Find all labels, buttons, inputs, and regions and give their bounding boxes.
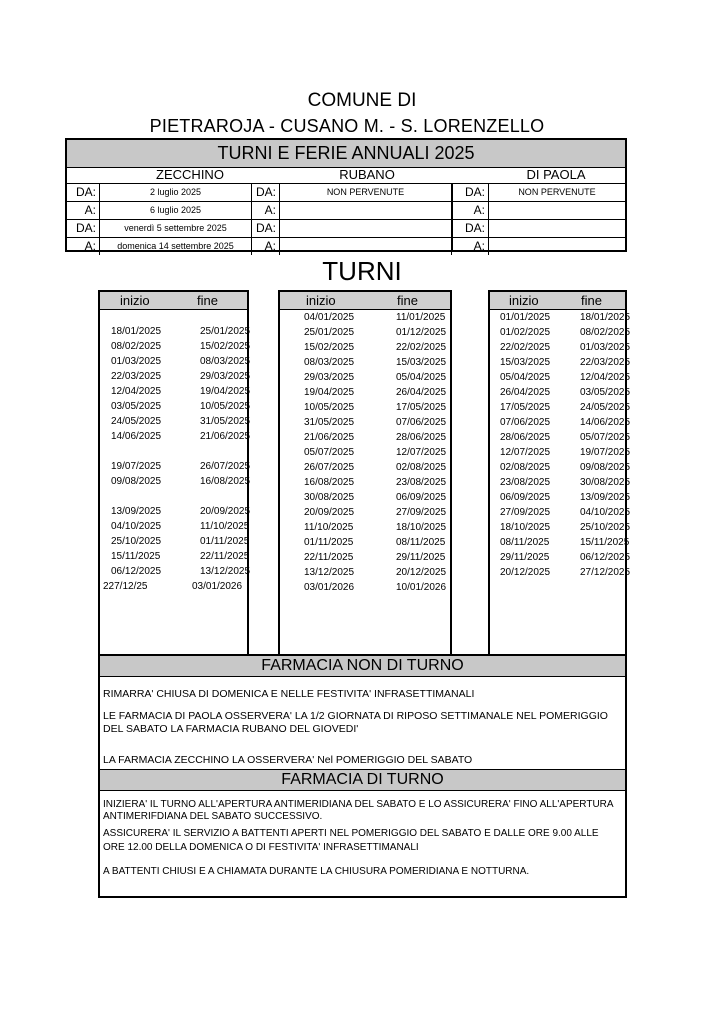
header-inizio: inizio xyxy=(306,293,336,308)
turno-row xyxy=(490,355,631,370)
turno-row xyxy=(108,399,255,414)
turno-start-date: 25/01/2025 xyxy=(304,327,355,338)
turno-start-date: 26/07/2025 xyxy=(304,462,355,473)
turno-start-date: 20/12/2025 xyxy=(500,567,551,578)
turno-start-date: 23/08/2025 xyxy=(500,477,551,488)
turno-row xyxy=(490,400,631,415)
turno-row xyxy=(280,580,450,595)
turno-start-date: 15/11/2025 xyxy=(111,551,161,562)
turni-column-rubano xyxy=(278,290,452,656)
turno-start-date: 27/09/2025 xyxy=(500,507,551,518)
column-gap xyxy=(450,290,490,656)
turno-row xyxy=(280,505,450,520)
turno-row xyxy=(280,490,450,505)
ferie-label: A: xyxy=(252,202,280,219)
turno-end-date: 25/10/2025 xyxy=(580,522,631,533)
turni-column-dipaola xyxy=(488,290,631,656)
turno-start-date: 28/06/2025 xyxy=(500,432,551,443)
turno-start-date: 08/03/2025 xyxy=(304,357,355,368)
ferie-label: DA: xyxy=(454,184,489,201)
turno-end-date: 07/06/2025 xyxy=(396,417,447,428)
info-section xyxy=(98,654,627,898)
turno-end-date: 18/10/2025 xyxy=(396,522,447,533)
turno-start-date: 22/03/2025 xyxy=(111,371,162,382)
turno-end-date: 22/03/2025 xyxy=(580,357,631,368)
turno-start-date: 22/02/2025 xyxy=(500,342,551,353)
turno-end-date: 15/02/2025 xyxy=(200,341,251,352)
turno-end-date: 04/10/2025 xyxy=(580,507,631,518)
turno-row xyxy=(490,415,631,430)
turno-row xyxy=(280,400,450,415)
pharmacy-name-row xyxy=(67,167,625,184)
turno-row xyxy=(280,520,450,535)
turno-row xyxy=(280,310,450,325)
turno-row xyxy=(490,565,631,580)
turno-end-date: 27/09/2025 xyxy=(396,507,447,518)
turno-start-date: 09/08/2025 xyxy=(111,476,162,487)
turno-end-date: 14/06/2025 xyxy=(580,417,631,428)
turno-row xyxy=(280,340,450,355)
turno-end-date: 27/12/2025 xyxy=(580,567,631,578)
ferie-value-zecchino: 6 luglio 2025 xyxy=(100,202,252,219)
turno-start-date: 17/05/2025 xyxy=(500,402,551,413)
turno-row xyxy=(108,519,255,534)
turno-start-date: 18/10/2025 xyxy=(500,522,551,533)
turno-end-date: 28/06/2025 xyxy=(396,432,447,443)
turno-start-date: 02/08/2025 xyxy=(500,462,551,473)
di-turno-title: FARMACIA DI TURNO xyxy=(100,769,625,791)
turno-row xyxy=(108,414,255,429)
turno-row xyxy=(490,580,625,595)
turno-row xyxy=(280,565,450,580)
ferie-value-rubano xyxy=(280,220,452,237)
ferie-label: A: xyxy=(67,202,100,219)
ferie-value-zecchino: domenica 14 settembre 2025 xyxy=(100,238,252,255)
ferie-table xyxy=(65,138,627,252)
turno-end-date: 06/09/2025 xyxy=(396,492,447,503)
turno-row xyxy=(490,325,631,340)
turno-row xyxy=(490,550,631,565)
turno-end-date: 13/09/2025 xyxy=(580,492,631,503)
turno-end-date: 25/01/2025 xyxy=(200,326,251,337)
header-fine: fine xyxy=(581,293,602,308)
turno-end-date: 22/02/2025 xyxy=(396,342,447,353)
turno-row xyxy=(108,534,255,549)
ferie-value-dipaola xyxy=(489,202,625,219)
turno-start-date: 29/03/2025 xyxy=(304,372,355,383)
turno-end-date: 19/04/2025 xyxy=(200,386,251,397)
turno-end-date: 15/03/2025 xyxy=(396,357,447,368)
ferie-label: DA: xyxy=(454,220,489,237)
turno-end-date: 21/06/2025 xyxy=(200,431,251,442)
turno-end-date: 01/12/2025 xyxy=(396,327,447,338)
ferie-value-rubano xyxy=(280,238,452,255)
ferie-label: A: xyxy=(454,238,489,255)
turno-row xyxy=(490,370,631,385)
turno-row xyxy=(108,459,255,474)
ferie-label: DA: xyxy=(252,184,280,201)
turno-end-date: 08/11/2025 xyxy=(396,537,446,548)
turno-row xyxy=(108,549,255,564)
turno-end-date: 11/10/2025 xyxy=(200,521,250,532)
non-turno-text-3: LA FARMACIA ZECCHINO LA OSSERVERA' Nel POMERIGGIO DEL SABATO xyxy=(103,754,473,766)
turno-row xyxy=(490,340,631,355)
ferie-value-dipaola xyxy=(489,220,625,237)
turno-row xyxy=(108,324,255,339)
turno-end-date: 12/04/2025 xyxy=(580,372,631,383)
pharmacy-name-zecchino: ZECCHINO xyxy=(156,167,224,182)
turno-start-date: 21/06/2025 xyxy=(304,432,355,443)
turno-start-date: 14/06/2025 xyxy=(111,431,162,442)
non-turno-text-1: RIMARRA' CHIUSA DI DOMENICA E NELLE FESTIVITA' INFRASETTIMANALI xyxy=(103,688,475,700)
turno-end-date: 23/08/2025 xyxy=(396,477,447,488)
turno-end-date: 29/11/2025 xyxy=(396,552,446,563)
turno-row xyxy=(280,535,450,550)
turno-start-date: 01/02/2025 xyxy=(500,327,551,338)
turno-row xyxy=(280,430,450,445)
turno-end-date: 20/09/2025 xyxy=(200,506,251,517)
turno-row xyxy=(490,505,631,520)
ferie-row xyxy=(67,202,625,220)
turno-start-date: 06/09/2025 xyxy=(500,492,551,503)
turno-start-date: 16/08/2025 xyxy=(304,477,355,488)
non-turno-text-2: LE FARMACIA DI PAOLA OSSERVERA' LA 1/2 GIORNATA DI RIPOSO SETTIMANALE NEL POMERIGGIO DEL SABATO LA FARMACIA RUBANO DEL GIOVEDI' xyxy=(103,710,608,735)
turno-row xyxy=(280,325,450,340)
ferie-label: A: xyxy=(252,238,280,255)
turno-row xyxy=(108,339,255,354)
ferie-row xyxy=(67,238,625,255)
turno-row xyxy=(280,415,450,430)
turno-start-date: 30/08/2025 xyxy=(304,492,355,503)
turno-end-date: 05/04/2025 xyxy=(396,372,447,383)
turno-row xyxy=(108,474,255,489)
turno-row xyxy=(108,384,255,399)
ferie-value-rubano xyxy=(280,202,452,219)
turno-start-date: 22/11/2025 xyxy=(304,552,354,563)
turno-row xyxy=(280,385,450,400)
turni-title: TURNI xyxy=(322,256,402,286)
turno-row xyxy=(280,460,450,475)
pharmacy-name-dipaola: DI PAOLA xyxy=(526,167,586,182)
turno-start-date: 04/10/2025 xyxy=(111,521,162,532)
turno-end-date: 16/08/2025 xyxy=(200,476,251,487)
turno-row xyxy=(108,504,255,519)
turno-end-date: 19/07/2025 xyxy=(580,447,631,458)
turno-end-date: 26/07/2025 xyxy=(200,461,251,472)
turno-end-date: 15/11/2025 xyxy=(580,537,630,548)
turno-start-date: 11/10/2025 xyxy=(304,522,354,533)
ferie-value-zecchino: venerdì 5 settembre 2025 xyxy=(100,220,252,237)
turno-row xyxy=(280,475,450,490)
turno-start-date: 25/10/2025 xyxy=(111,536,162,547)
turno-row xyxy=(490,475,631,490)
ferie-label: A: xyxy=(67,238,100,255)
ferie-row xyxy=(67,184,625,202)
turno-end-date: 29/03/2025 xyxy=(200,371,251,382)
ferie-label: A: xyxy=(454,202,489,219)
turno-end-date: 17/05/2025 xyxy=(396,402,447,413)
ferie-value-zecchino: 2 luglio 2025 xyxy=(100,184,252,201)
ferie-row xyxy=(67,220,625,238)
ferie-value-dipaola xyxy=(489,238,625,255)
turno-start-date: 19/04/2025 xyxy=(304,387,355,398)
turno-start-date: 06/12/2025 xyxy=(111,566,162,577)
turno-start-date: 29/11/2025 xyxy=(500,552,550,563)
turno-start-date: 227/12/25 xyxy=(103,581,148,592)
turno-end-date: 03/05/2025 xyxy=(580,387,631,398)
column-header xyxy=(280,292,450,310)
turno-row xyxy=(280,445,450,460)
turno-end-date: 26/04/2025 xyxy=(396,387,447,398)
turno-end-date: 11/01/2025 xyxy=(396,312,446,323)
turno-start-date: 12/04/2025 xyxy=(111,386,162,397)
turno-row xyxy=(490,445,631,460)
page-subtitle-municipalities: PIETRAROJA - CUSANO M. - S. LORENZELLO xyxy=(149,116,545,136)
turno-row xyxy=(490,520,631,535)
turno-end-date: 06/12/2025 xyxy=(580,552,631,563)
turno-row xyxy=(108,429,255,444)
ferie-value-dipaola: NON PERVENUTE xyxy=(518,187,596,197)
turno-row xyxy=(280,370,450,385)
ferie-label: DA: xyxy=(252,220,280,237)
turno-start-date: 13/09/2025 xyxy=(111,506,162,517)
turno-start-date: 08/11/2025 xyxy=(500,537,550,548)
header-fine: fine xyxy=(397,293,418,308)
turno-end-date: 30/08/2025 xyxy=(580,477,631,488)
turno-row xyxy=(280,355,450,370)
turno-start-date: 20/09/2025 xyxy=(304,507,355,518)
turno-end-date: 24/05/2025 xyxy=(580,402,631,413)
turno-end-date: 13/12/2025 xyxy=(200,566,251,577)
turno-start-date: 13/12/2025 xyxy=(304,567,355,578)
turno-start-date: 10/05/2025 xyxy=(304,402,355,413)
turno-end-date: 22/11/2025 xyxy=(200,551,250,562)
turno-row xyxy=(108,564,255,579)
turno-start-date: 31/05/2025 xyxy=(304,417,355,428)
turno-end-date: 02/08/2025 xyxy=(396,462,447,473)
turno-end-date: 31/05/2025 xyxy=(200,416,251,427)
turno-row xyxy=(108,444,255,459)
header-fine: fine xyxy=(197,293,218,308)
turno-end-date: 05/07/2025 xyxy=(580,432,631,443)
ferie-value-rubano: NON PERVENUTE xyxy=(280,184,452,201)
turno-end-date: 10/05/2025 xyxy=(200,401,251,412)
turno-end-date: 01/11/2025 xyxy=(200,536,250,547)
turno-start-date: 03/01/2026 xyxy=(304,582,355,593)
turni-column-zecchino xyxy=(98,290,249,656)
turno-start-date: 24/05/2025 xyxy=(111,416,162,427)
non-turno-title: FARMACIA NON DI TURNO xyxy=(100,656,625,677)
turno-row xyxy=(490,385,631,400)
turno-row xyxy=(490,535,630,550)
turno-row xyxy=(108,354,255,369)
turno-row xyxy=(280,550,450,565)
turno-end-date: 12/07/2025 xyxy=(396,447,447,458)
turno-end-date: 20/12/2025 xyxy=(396,567,447,578)
turno-start-date: 05/07/2025 xyxy=(304,447,355,458)
column-divider xyxy=(451,184,453,252)
turno-row xyxy=(490,310,631,325)
header-inizio: inizio xyxy=(120,293,150,308)
column-header xyxy=(100,292,247,310)
column-header xyxy=(490,292,625,310)
turno-end-date: 01/03/2025 xyxy=(580,342,631,353)
ferie-label: DA: xyxy=(67,184,100,201)
ferie-label: DA: xyxy=(67,220,100,237)
turno-row xyxy=(108,369,255,384)
turno-end-date: 03/01/2026 xyxy=(192,581,243,592)
turno-start-date: 19/07/2025 xyxy=(111,461,162,472)
turno-start-date: 15/03/2025 xyxy=(500,357,551,368)
di-turno-text-1: INIZIERA' IL TURNO ALL'APERTURA ANTIMERIDIANA DEL SABATO E LO ASSICURERA' FINO ALL'APERTURA ANTIMERIFDIANA DEL SABATO SUCCESSIVO. xyxy=(103,799,614,822)
pharmacy-name-rubano: RUBANO xyxy=(339,167,395,182)
turno-row xyxy=(100,579,247,594)
turno-row xyxy=(108,309,255,324)
turno-start-date: 12/07/2025 xyxy=(500,447,551,458)
turno-start-date: 18/01/2025 xyxy=(111,326,162,337)
di-turno-text-2: ASSICURERA' IL SERVIZIO A BATTENTI APERTI NEL POMERIGGIO DEL SABATO E DALLE ORE 9.00 ALLE ORE 12.00 DELLA DOMENICA O DI FESTIVITA' INFRASETTIMANALI xyxy=(103,828,599,853)
di-turno-text-3: A BATTENTI CHIUSI E A CHIAMATA DURANTE LA CHIUSURA POMERIDIANA E NOTTURNA. xyxy=(103,866,530,877)
turno-end-date: 08/03/2025 xyxy=(200,356,251,367)
turno-end-date: 18/01/2025 xyxy=(580,312,631,323)
turno-start-date: 01/01/2025 xyxy=(500,312,551,323)
turno-row xyxy=(490,430,631,445)
page-title-comune: COMUNE DI xyxy=(307,90,417,111)
turno-start-date: 08/02/2025 xyxy=(111,341,162,352)
turno-start-date: 01/03/2025 xyxy=(111,356,162,367)
turno-row xyxy=(490,460,631,475)
turno-end-date: 08/02/2025 xyxy=(580,327,631,338)
turno-row xyxy=(490,490,631,505)
turno-end-date: 10/01/2026 xyxy=(396,582,447,593)
turno-start-date: 01/11/2025 xyxy=(304,537,354,548)
turno-start-date: 03/05/2025 xyxy=(111,401,162,412)
turno-start-date: 05/04/2025 xyxy=(500,372,551,383)
turno-start-date: 04/01/2025 xyxy=(304,312,355,323)
ferie-title: TURNI E FERIE ANNUALI 2025 xyxy=(67,140,625,168)
turno-start-date: 07/06/2025 xyxy=(500,417,551,428)
turno-start-date: 15/02/2025 xyxy=(304,342,355,353)
turno-end-date: 09/08/2025 xyxy=(580,462,631,473)
turno-row xyxy=(108,489,255,504)
turno-start-date: 26/04/2025 xyxy=(500,387,551,398)
header-inizio: inizio xyxy=(509,293,539,308)
